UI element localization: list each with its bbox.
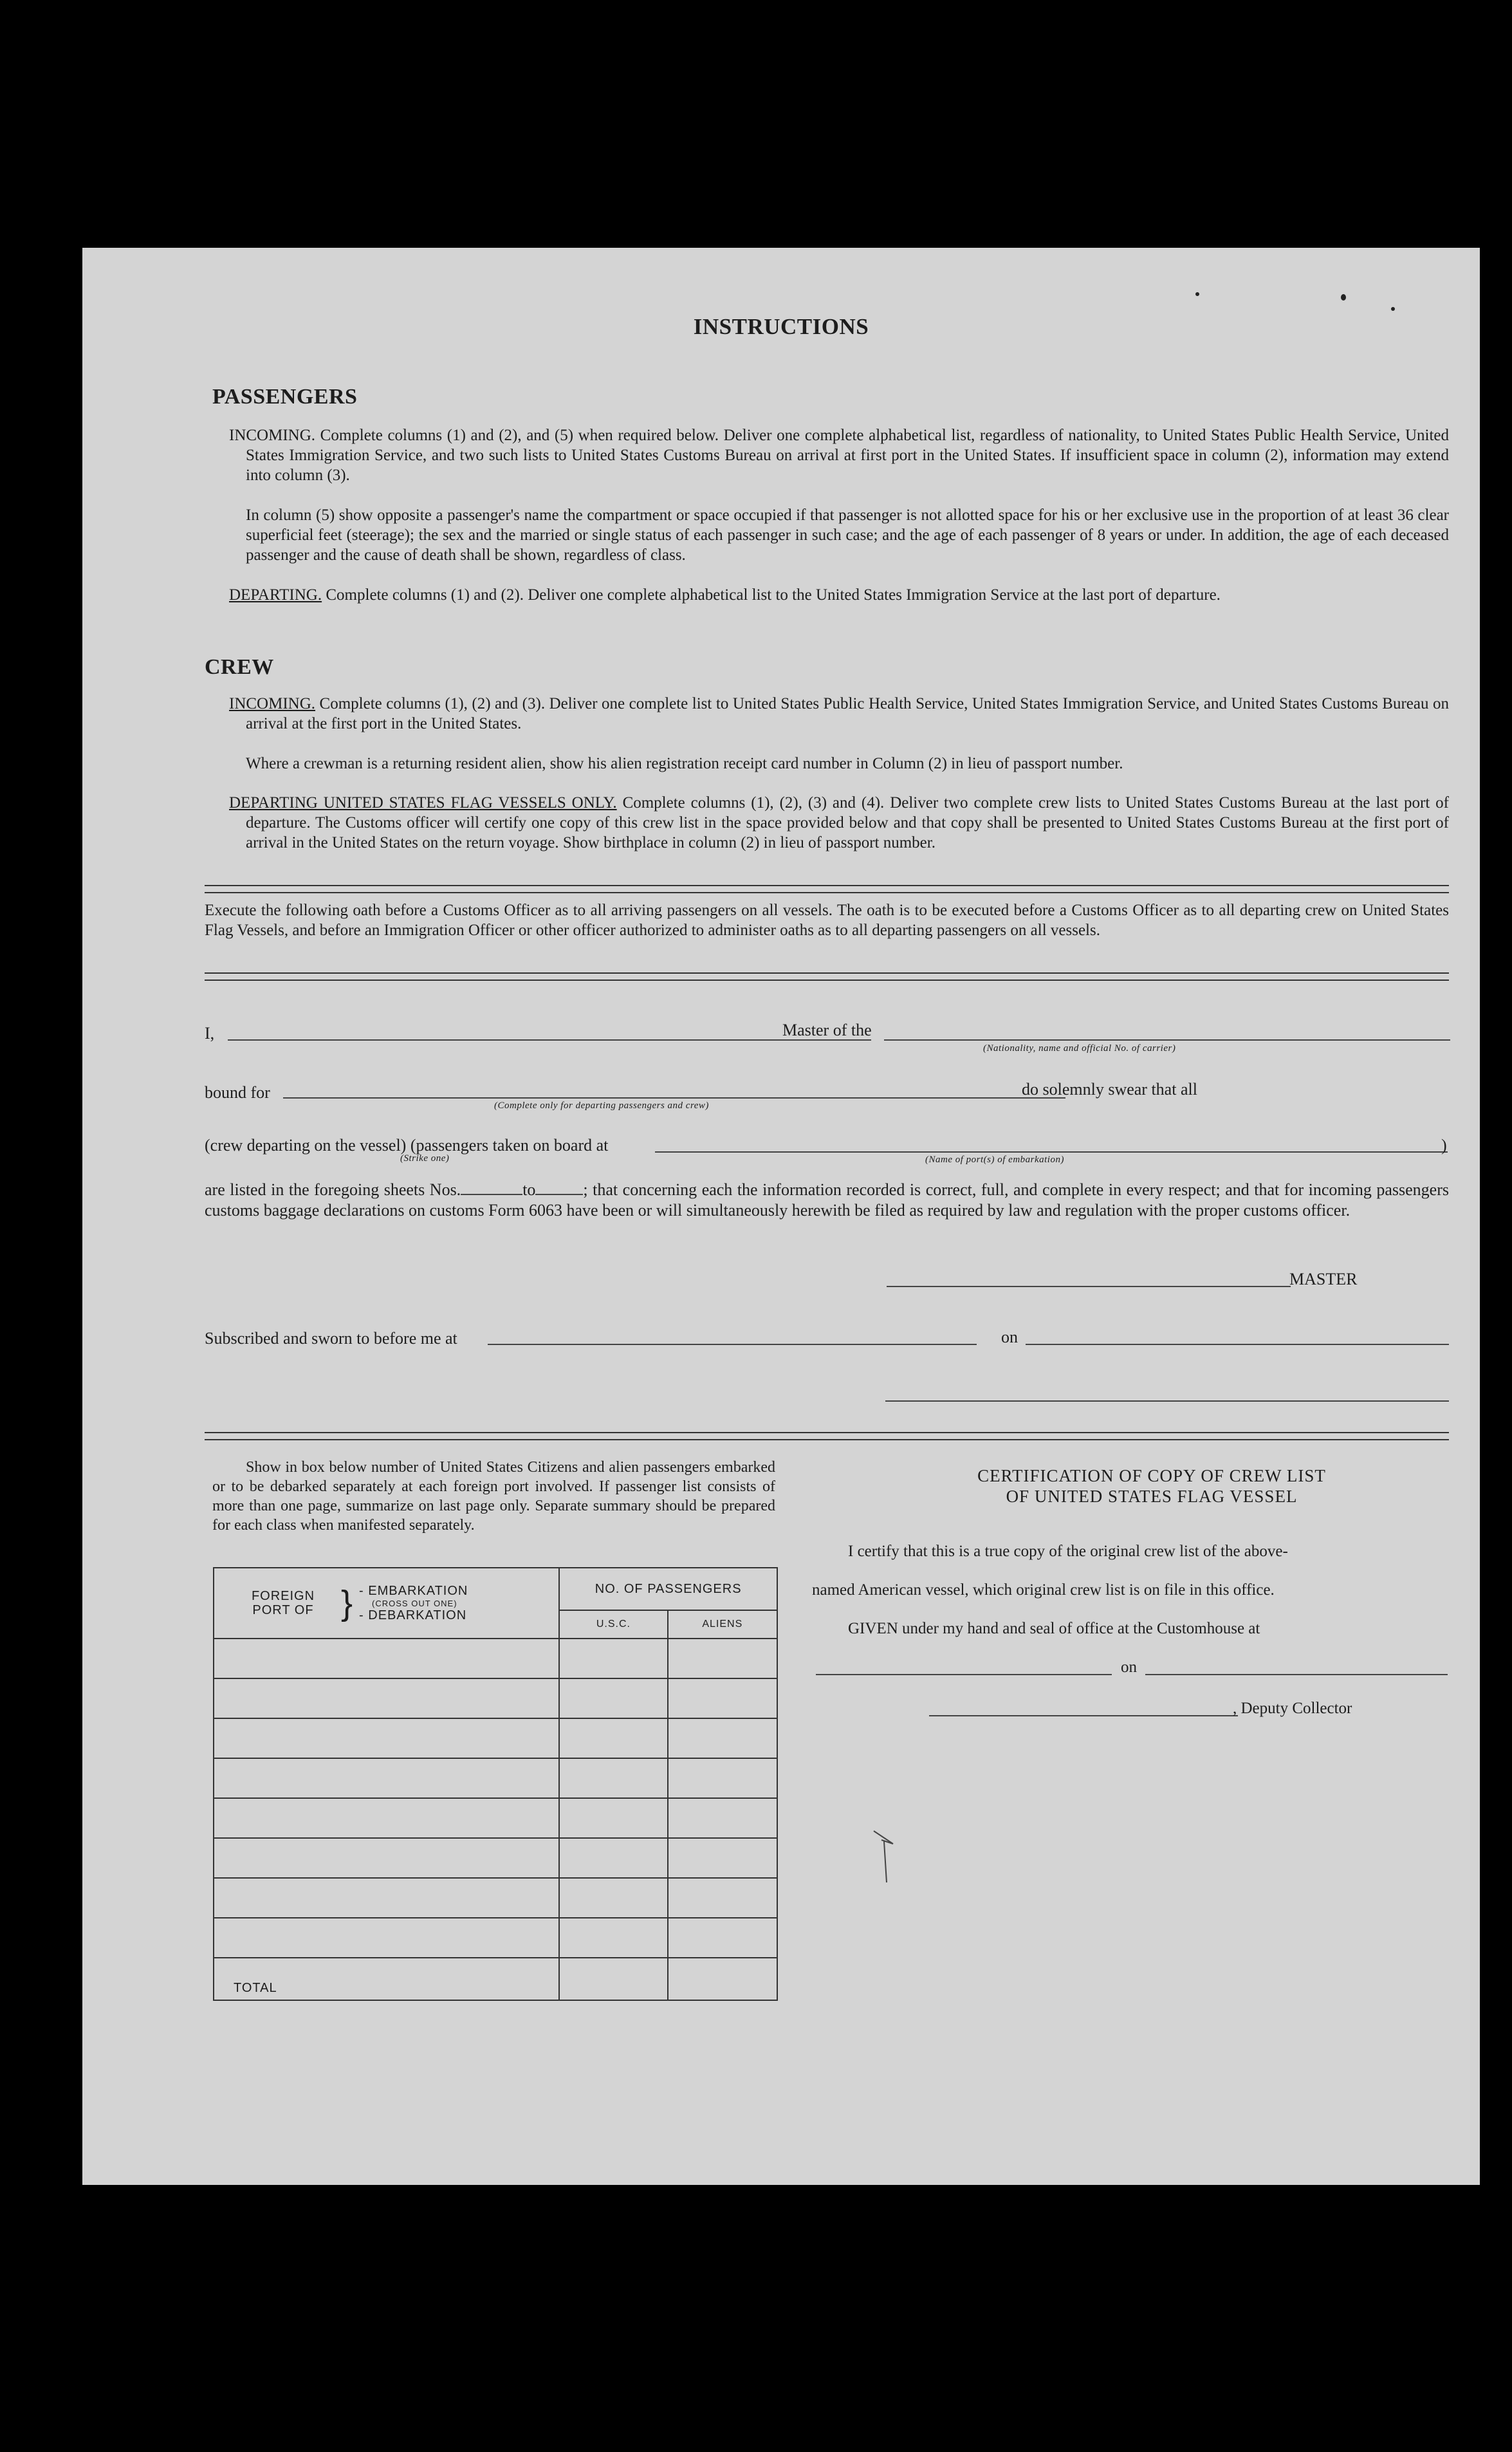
master-of-the-label: Master of the bbox=[782, 1021, 872, 1039]
speck bbox=[1341, 294, 1346, 301]
aliens-cell[interactable] bbox=[668, 1678, 777, 1718]
table-row bbox=[214, 1678, 777, 1718]
listed-start: are listed in the foregoing sheets Nos. bbox=[205, 1180, 461, 1199]
passengers-departing-label: DEPARTING. bbox=[229, 586, 322, 604]
carrier-field[interactable] bbox=[884, 1039, 1450, 1041]
certification-date-field[interactable] bbox=[1145, 1674, 1448, 1675]
crew-departing-paragraph bbox=[229, 793, 1449, 853]
aliens-cell[interactable] bbox=[668, 1918, 777, 1958]
crew-passengers-label: (crew departing on the vessel) (passengers taken on board at bbox=[205, 1136, 609, 1155]
port-cell[interactable] bbox=[214, 1918, 559, 1958]
sheet-to-field[interactable] bbox=[535, 1194, 583, 1195]
port-header-cell bbox=[214, 1568, 559, 1639]
oath-statement bbox=[205, 1180, 1449, 1221]
deputy-collector-label: , Deputy Collector bbox=[1233, 1700, 1352, 1717]
usc-cell[interactable] bbox=[559, 1678, 667, 1718]
crew-heading: CREW bbox=[205, 655, 274, 679]
speck bbox=[1195, 292, 1199, 296]
cross-out-one-label: (CROSS OUT ONE) bbox=[372, 1598, 457, 1608]
passenger-summary-table bbox=[213, 1567, 778, 2001]
usc-header: U.S.C. bbox=[559, 1610, 667, 1639]
speck bbox=[1391, 307, 1395, 311]
master-name-field[interactable] bbox=[228, 1039, 871, 1041]
no-of-passengers-header: NO. OF PASSENGERS bbox=[559, 1568, 777, 1610]
deputy-collector-signature-field[interactable] bbox=[929, 1715, 1238, 1716]
bound-for-label: bound for bbox=[205, 1083, 270, 1102]
listed-rest: ; that concerning each the information recorded is correct, full, and complete in every respect; and that for incoming passengers customs baggage declarations on customs Form 6063 have been or will simultaneously herewith be filed as required by law and regulation with the proper customs officer. bbox=[205, 1180, 1449, 1220]
certification-on-label: on bbox=[1121, 1658, 1137, 1676]
usc-cell[interactable] bbox=[559, 1918, 667, 1958]
subscribed-label: Subscribed and sworn to before me at bbox=[205, 1329, 457, 1348]
subscribed-place-field[interactable] bbox=[488, 1344, 977, 1345]
port-cell[interactable] bbox=[214, 1758, 559, 1798]
certify-line2: named American vessel, which original crew list is on file in this office. bbox=[812, 1581, 1275, 1599]
aliens-cell[interactable] bbox=[668, 1878, 777, 1918]
divider bbox=[205, 1432, 1449, 1440]
swear-label: do solemnly swear that all bbox=[1022, 1080, 1197, 1099]
oath-i-label: I, bbox=[205, 1024, 215, 1043]
strike-one-caption: (Strike one) bbox=[400, 1153, 450, 1164]
total-row bbox=[214, 1958, 777, 2000]
close-paren: ) bbox=[1441, 1136, 1447, 1155]
certification-heading bbox=[854, 1465, 1449, 1507]
aliens-cell[interactable] bbox=[668, 1639, 777, 1678]
table-row bbox=[214, 1798, 777, 1838]
debarkation-label: - DEBARKATION bbox=[359, 1608, 467, 1622]
crew-incoming-paragraph bbox=[229, 694, 1449, 734]
port-cell[interactable] bbox=[214, 1798, 559, 1838]
aliens-cell[interactable] bbox=[668, 1838, 777, 1878]
embarkation-port-caption: (Name of port(s) of embarkation) bbox=[925, 1155, 1064, 1165]
subscribed-date-field[interactable] bbox=[1026, 1344, 1449, 1345]
divider bbox=[205, 972, 1449, 981]
customhouse-field[interactable] bbox=[816, 1674, 1112, 1675]
master-label: MASTER bbox=[1289, 1270, 1358, 1288]
port-cell[interactable] bbox=[214, 1878, 559, 1918]
bound-for-field[interactable] bbox=[283, 1097, 1065, 1099]
embarkation-label: - EMBARKATION bbox=[359, 1583, 468, 1598]
crew-departing-label: DEPARTING UNITED STATES FLAG VESSELS ONLY. bbox=[229, 794, 617, 812]
usc-cell[interactable] bbox=[559, 1878, 667, 1918]
carrier-caption: (Nationality, name and official No. of carrier) bbox=[983, 1043, 1176, 1054]
summary-instructions: Show in box below number of United States Citizens and alien passengers embarked or to be debarked separately at each foreign port involved. If passenger list consists of more than one page, summarize on last page only. Separate summary should be prepared for each class when manifested separately. bbox=[212, 1459, 775, 1534]
passengers-departing-text: Complete columns (1) and (2). Deliver one complete alphabetical list to the United States Immigration Service at the last port of departure. bbox=[326, 586, 1221, 604]
certification-heading-line2: OF UNITED STATES FLAG VESSEL bbox=[1006, 1487, 1298, 1506]
certification-heading-line1: CERTIFICATION OF COPY OF CREW LIST bbox=[977, 1466, 1326, 1485]
certify-line1: I certify that this is a true copy of the original crew list of the above- bbox=[848, 1543, 1288, 1560]
brace-icon: } bbox=[341, 1584, 353, 1622]
table-row bbox=[214, 1758, 777, 1798]
total-label: TOTAL bbox=[214, 1958, 559, 2000]
usc-cell[interactable] bbox=[559, 1838, 667, 1878]
instructions-title: INSTRUCTIONS bbox=[693, 314, 869, 339]
bound-for-caption: (Complete only for departing passengers and crew) bbox=[494, 1101, 709, 1111]
passengers-incoming-label: INCOMING. bbox=[229, 427, 316, 444]
sheet-from-field[interactable] bbox=[461, 1194, 522, 1195]
listed-to: to bbox=[522, 1180, 536, 1199]
crew-incoming-label: INCOMING. bbox=[229, 695, 316, 712]
usc-cell[interactable] bbox=[559, 1798, 667, 1838]
crew-departing-text: Complete columns (1), (2), (3) and (4). Deliver two complete crew lists to United States Customs Bureau at the last port of departure. The Customs officer will certify one copy of this crew list in the space provided below and that copy shall be presented to United States Customs Bureau at the first port of arrival in the United States on the return voyage. Show birthplace in column (2) in lieu of passport number. bbox=[246, 794, 1450, 851]
form-sheet bbox=[82, 248, 1480, 2185]
pen-mark bbox=[867, 1818, 919, 1889]
aliens-cell[interactable] bbox=[668, 1758, 777, 1798]
port-cell[interactable] bbox=[214, 1838, 559, 1878]
foreign-port-of-label: FOREIGN PORT OF bbox=[251, 1589, 315, 1617]
table-row bbox=[214, 1838, 777, 1878]
crew-incoming-text: Complete columns (1), (2) and (3). Deliver one complete list to United States Public Health Service, United States Immigration Service, and United States Customs Bureau on arrival at the first port in the United States. bbox=[246, 695, 1449, 732]
passengers-departing-paragraph bbox=[229, 585, 1449, 605]
table-row bbox=[214, 1878, 777, 1918]
usc-cell[interactable] bbox=[559, 1639, 667, 1678]
given-label: GIVEN under my hand and seal of office at the Customhouse at bbox=[848, 1620, 1260, 1637]
table-row bbox=[214, 1639, 777, 1678]
passengers-incoming-paragraph bbox=[229, 425, 1449, 485]
on-label: on bbox=[1001, 1328, 1018, 1346]
divider bbox=[205, 885, 1449, 893]
passengers-incoming-text: Complete columns (1) and (2), and (5) when required below. Deliver one complete alphabetical list, regardless of nationality, to United States Public Health Service, United States Immigration Service, and two such lists to United States Customs Bureau on arrival at first port in the United States. If insufficient space in column (2), information may extend into column (3). bbox=[246, 427, 1450, 484]
embarkation-port-field[interactable] bbox=[655, 1151, 1448, 1153]
master-signature-field[interactable] bbox=[887, 1286, 1291, 1287]
usc-cell[interactable] bbox=[559, 1758, 667, 1798]
passengers-column5-paragraph: In column (5) show opposite a passenger's name the compartment or space occupied if that passenger is not allotted space for his or her exclusive use in the proportion of at least 36 clear superficial feet (steerage); the sex and the married or single status of each passenger in such case; and the age of each passenger of 8 years or under. In addition, the age of each deceased passenger and the cause of death shall be shown, regardless of class. bbox=[246, 506, 1449, 564]
crew-resident-paragraph: Where a crewman is a returning resident alien, show his alien registration receipt card number in Column (2) in lieu of passport number. bbox=[246, 755, 1123, 772]
port-cell[interactable] bbox=[214, 1639, 559, 1678]
usc-total-cell[interactable] bbox=[559, 1958, 667, 2000]
port-cell[interactable] bbox=[214, 1718, 559, 1758]
table-row bbox=[214, 1718, 777, 1758]
oath-instructions: Execute the following oath before a Customs Officer as to all arriving passengers on all vessels. The oath is to be executed before a Customs Officer as to all departing crew on United States Flag Vessels, and before an Immigration Officer or other officer authorized to administer oaths as to all departing passengers on all vessels. bbox=[205, 902, 1449, 939]
usc-cell[interactable] bbox=[559, 1718, 667, 1758]
aliens-header: ALIENS bbox=[668, 1610, 777, 1639]
aliens-cell[interactable] bbox=[668, 1798, 777, 1838]
port-cell[interactable] bbox=[214, 1678, 559, 1718]
officer-signature-field[interactable] bbox=[885, 1400, 1449, 1402]
aliens-cell[interactable] bbox=[668, 1718, 777, 1758]
aliens-total-cell[interactable] bbox=[668, 1958, 777, 2000]
passengers-heading: PASSENGERS bbox=[212, 385, 358, 409]
table-row bbox=[214, 1918, 777, 1958]
